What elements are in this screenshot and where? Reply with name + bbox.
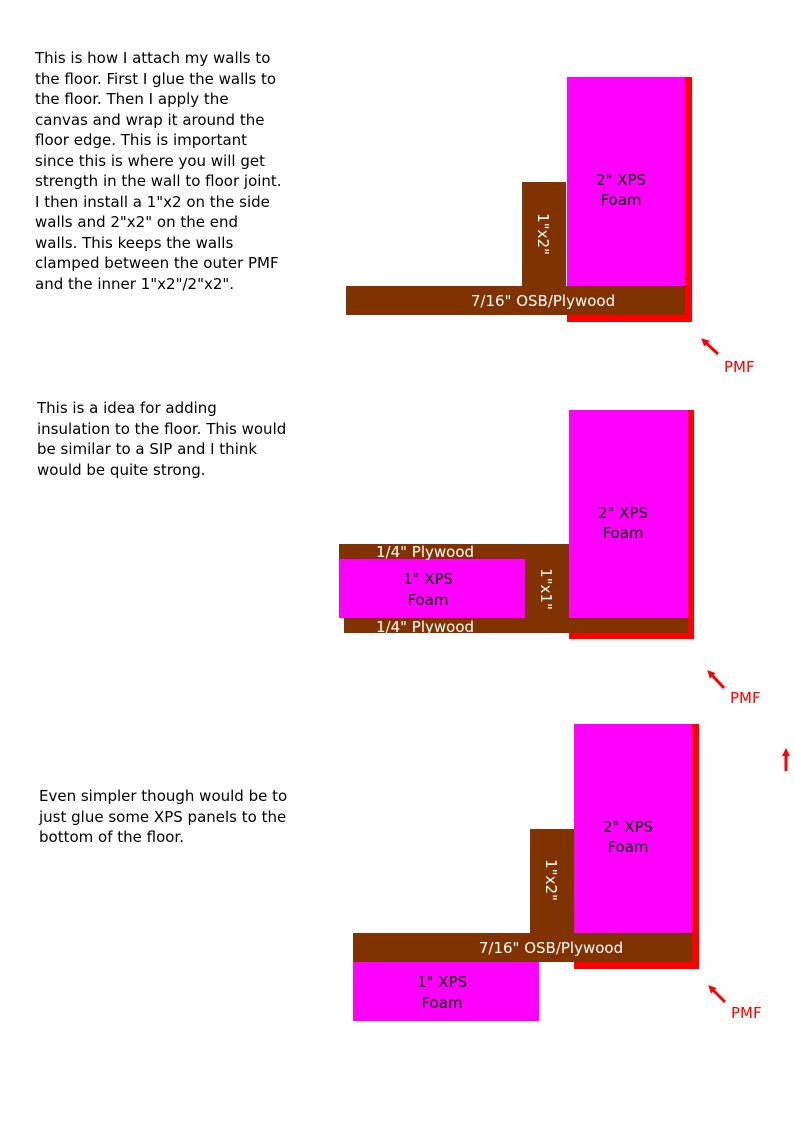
- stud-label: 1"x1": [537, 568, 555, 610]
- stud-label: 1"x2": [534, 213, 552, 255]
- pmf-label: PMF: [731, 1004, 762, 1022]
- osb-label: 7/16" OSB/Plywood: [478, 939, 624, 957]
- xps-label-line2: Foam: [602, 524, 644, 542]
- diagram-2: [339, 410, 786, 771]
- pmf-arrow: [704, 341, 718, 354]
- paragraph-wall-attach: This is how I attach my walls to the floor. First I glue the walls to the floor. Then I apply the canvas and wrap it around the floor edge. This is important since this is where you will get strength in the wall to floor joint. I then install a 1"x2 on the side walls and 2"x2" on the end walls. This keeps the walls clamped between the outer PMF and the inner 1"x2"/2"x2".: [35, 49, 282, 293]
- diagram-3: [353, 724, 762, 1022]
- stud-label: 1"x2": [542, 859, 560, 901]
- ply-bottom-label: 1/4" Plywood: [376, 618, 475, 636]
- pmf-label: PMF: [724, 358, 755, 376]
- xps-floor-label-line1: 1" XPS: [402, 570, 454, 588]
- xps-floor-panel: [339, 559, 525, 618]
- osb-label: 7/16" OSB/Plywood: [470, 292, 616, 310]
- xps-label-line2: Foam: [600, 191, 642, 209]
- ply-top-label: 1/4" Plywood: [376, 543, 475, 561]
- xps-floor-label-line1: 1" XPS: [416, 973, 468, 991]
- paragraph-floor-insulation: This is a idea for adding insulation to the floor. This would be similar to a SIP and I think would be quite strong.: [37, 399, 287, 479]
- xps-floor-label-line2: Foam: [421, 994, 463, 1012]
- xps-label-line1: 2" XPS: [597, 504, 649, 522]
- xps-label-line1: 2" XPS: [602, 818, 654, 836]
- paragraph-simpler-idea: Even simpler though would be to just glue some XPS panels to the bottom of the floor.: [39, 787, 288, 846]
- diagram-1: [346, 77, 755, 376]
- xps-floor-label-line2: Foam: [407, 591, 449, 609]
- pmf-label: PMF: [730, 689, 761, 707]
- pmf-arrow: [710, 673, 724, 688]
- xps-label-line2: Foam: [607, 838, 649, 856]
- xps-label-line1: 2" XPS: [595, 171, 647, 189]
- pmf-arrow: [711, 988, 725, 1002]
- xps-floor-panel: [353, 962, 539, 1021]
